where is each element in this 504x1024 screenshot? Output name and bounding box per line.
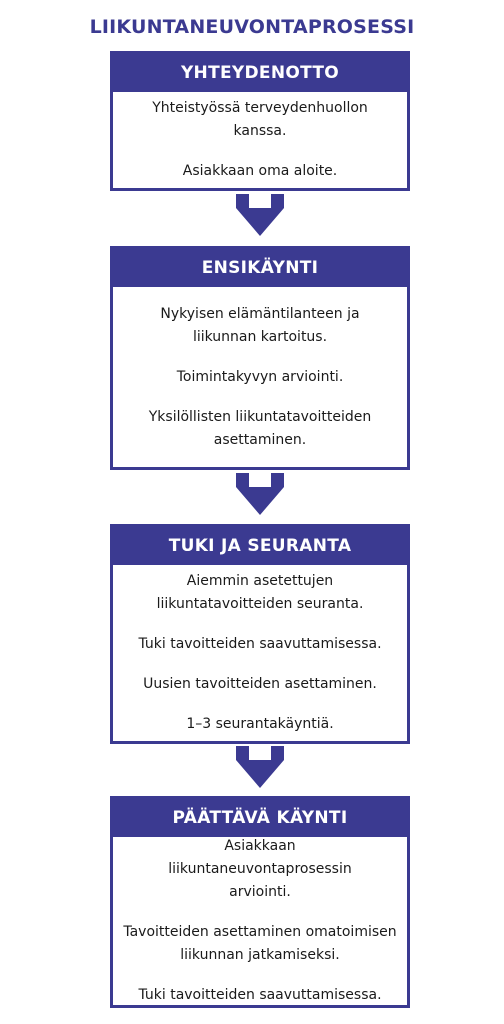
step-item: Asiakkaan liikuntaneuvontaprosessin arviointi.: [168, 838, 352, 900]
down-arrow-icon: [236, 746, 284, 788]
step-item: Tavoitteiden asettaminen omatoimisen liikunnan jatkamiseksi.: [123, 924, 397, 963]
step-item: Yhteistyössä terveydenhuollon kanssa.: [152, 100, 368, 139]
step-item: Toimintakyvyn arviointi.: [176, 368, 344, 385]
step-ensikaynti: [110, 246, 410, 470]
step-tuki-ja-seuranta: [110, 524, 410, 744]
step-body: [113, 287, 407, 467]
down-arrow-icon: [236, 473, 284, 515]
step-yhteydenotto: [110, 51, 410, 191]
step-item: Nykyisen elämäntilanteen ja liikunnan kartoitus.: [160, 305, 360, 345]
diagram-title: LIIKUNTANEUVONTAPROSESSI: [89, 16, 415, 38]
step-body: [113, 92, 407, 188]
down-arrow-icon: [236, 194, 284, 236]
step-item: Tuki tavoitteiden saavuttamisessa.: [138, 987, 382, 1003]
step-paattava-kaynti: [110, 796, 410, 1008]
step-body: [113, 837, 407, 1005]
step-body: [113, 565, 407, 741]
step-item: Yksilöllisten liikuntatavoitteiden asettaminen.: [148, 408, 372, 448]
step-item: Uusien tavoitteiden asettaminen.: [143, 676, 377, 692]
step-item: Asiakkaan oma aloite.: [182, 163, 338, 179]
step-heading: ENSIKÄYNTI: [113, 249, 407, 287]
step-item: Aiemmin asetettujen liikuntatavoitteiden seuranta.: [156, 573, 364, 612]
step-heading: PÄÄTTÄVÄ KÄYNTI: [113, 799, 407, 837]
step-heading: YHTEYDENOTTO: [113, 54, 407, 92]
step-item: 1–3 seurantakäyntiä.: [186, 716, 334, 732]
step-heading: TUKI JA SEURANTA: [113, 527, 407, 565]
step-item: Tuki tavoitteiden saavuttamisessa.: [138, 636, 382, 652]
